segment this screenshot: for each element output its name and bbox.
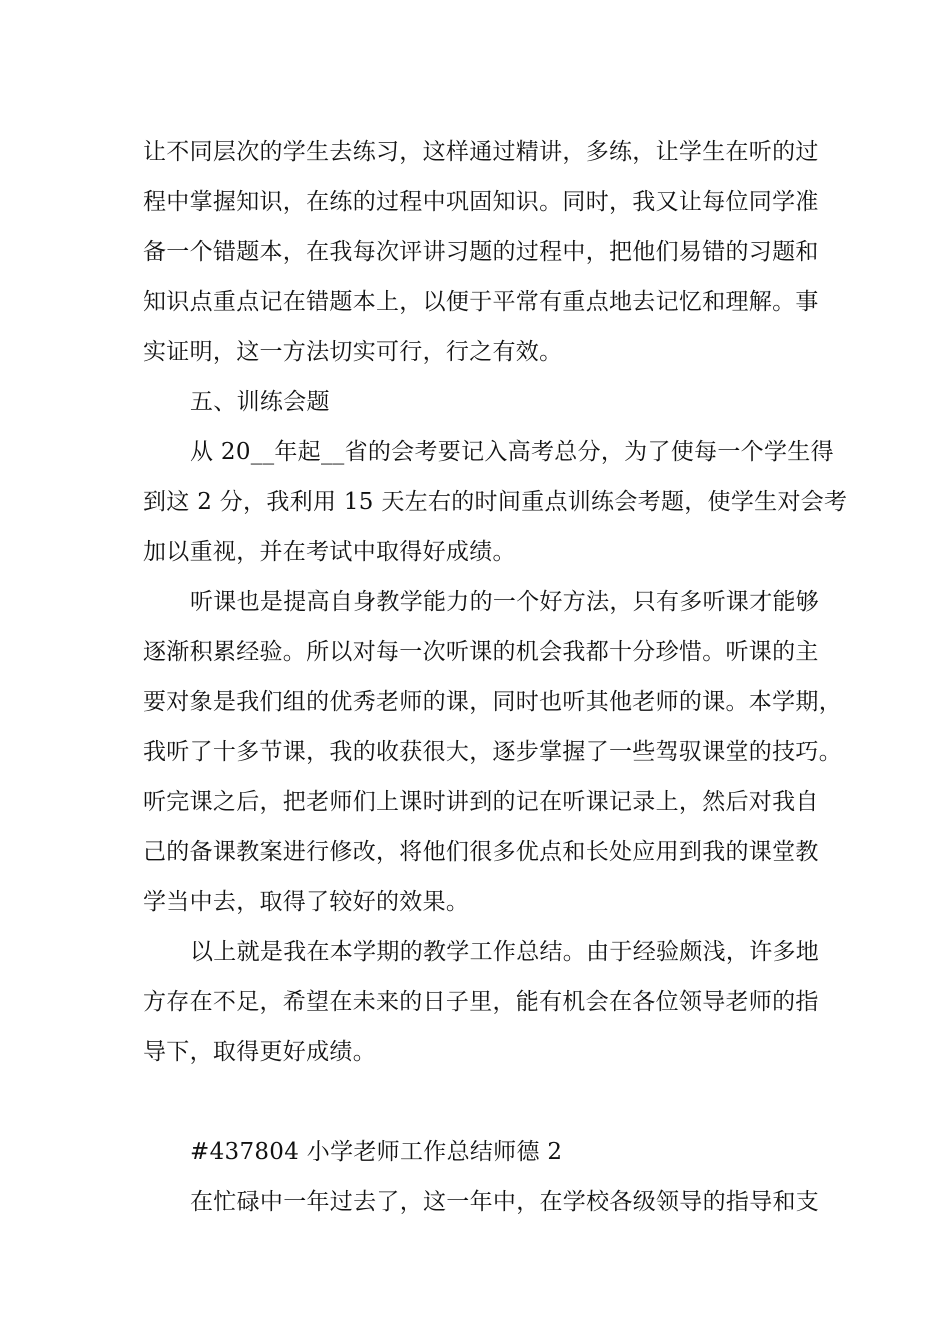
paragraph-line: 从 20__年起__省的会考要记入高考总分，为了使每一个学生得 <box>190 439 834 465</box>
paragraph-line: 听课也是提高自身教学能力的一个好方法，只有多听课才能够 <box>190 589 820 615</box>
paragraph-line: 我听了十多节课，我的收获很大，逐步掌握了一些驾驭课堂的技巧。 <box>143 739 842 765</box>
paragraph-line: 学当中去，取得了较好的效果。 <box>143 889 470 915</box>
paragraph-line: 知识点重点记在错题本上，以便于平常有重点地去记忆和理解。事 <box>143 289 819 315</box>
paragraph-line: 备一个错题本，在我每次评讲习题的过程中，把他们易错的习题和 <box>143 239 819 265</box>
paragraph-line: 在忙碌中一年过去了，这一年中，在学校各级领导的指导和支 <box>190 1189 820 1215</box>
paragraph-line: 让不同层次的学生去练习，这样通过精讲，多练，让学生在听的过 <box>143 139 819 165</box>
paragraph-line: 听完课之后，把老师们上课时讲到的记在听课记录上，然后对我自 <box>143 789 819 815</box>
paragraph-line: 己的备课教案进行修改，将他们很多优点和长处应用到我的课堂教 <box>143 839 819 865</box>
paragraph-line: 要对象是我们组的优秀老师的课，同时也听其他老师的课。本学期， <box>143 689 842 715</box>
paragraph-line: 程中掌握知识，在练的过程中巩固知识。同时，我又让每位同学准 <box>143 189 819 215</box>
paragraph-line: 导下，取得更好成绩。 <box>143 1039 376 1065</box>
paragraph-line: 实证明，这一方法切实可行，行之有效。 <box>143 339 563 365</box>
article-title: #437804 小学老师工作总结师德 2 <box>190 1139 563 1165</box>
paragraph-line: 到这 2 分，我利用 15 天左右的时间重点训练会考题，使学生对会考 <box>143 489 848 515</box>
section-heading: 五、训练会题 <box>190 389 330 415</box>
paragraph-line: 加以重视，并在考试中取得好成绩。 <box>143 539 516 565</box>
paragraph-line: 方存在不足，希望在未来的日子里，能有机会在各位领导老师的指 <box>143 989 819 1015</box>
paragraph-line: 以上就是我在本学期的教学工作总结。由于经验颇浅，许多地 <box>190 939 820 965</box>
paragraph-line: 逐渐积累经验。所以对每一次听课的机会我都十分珍惜。听课的主 <box>143 639 819 665</box>
